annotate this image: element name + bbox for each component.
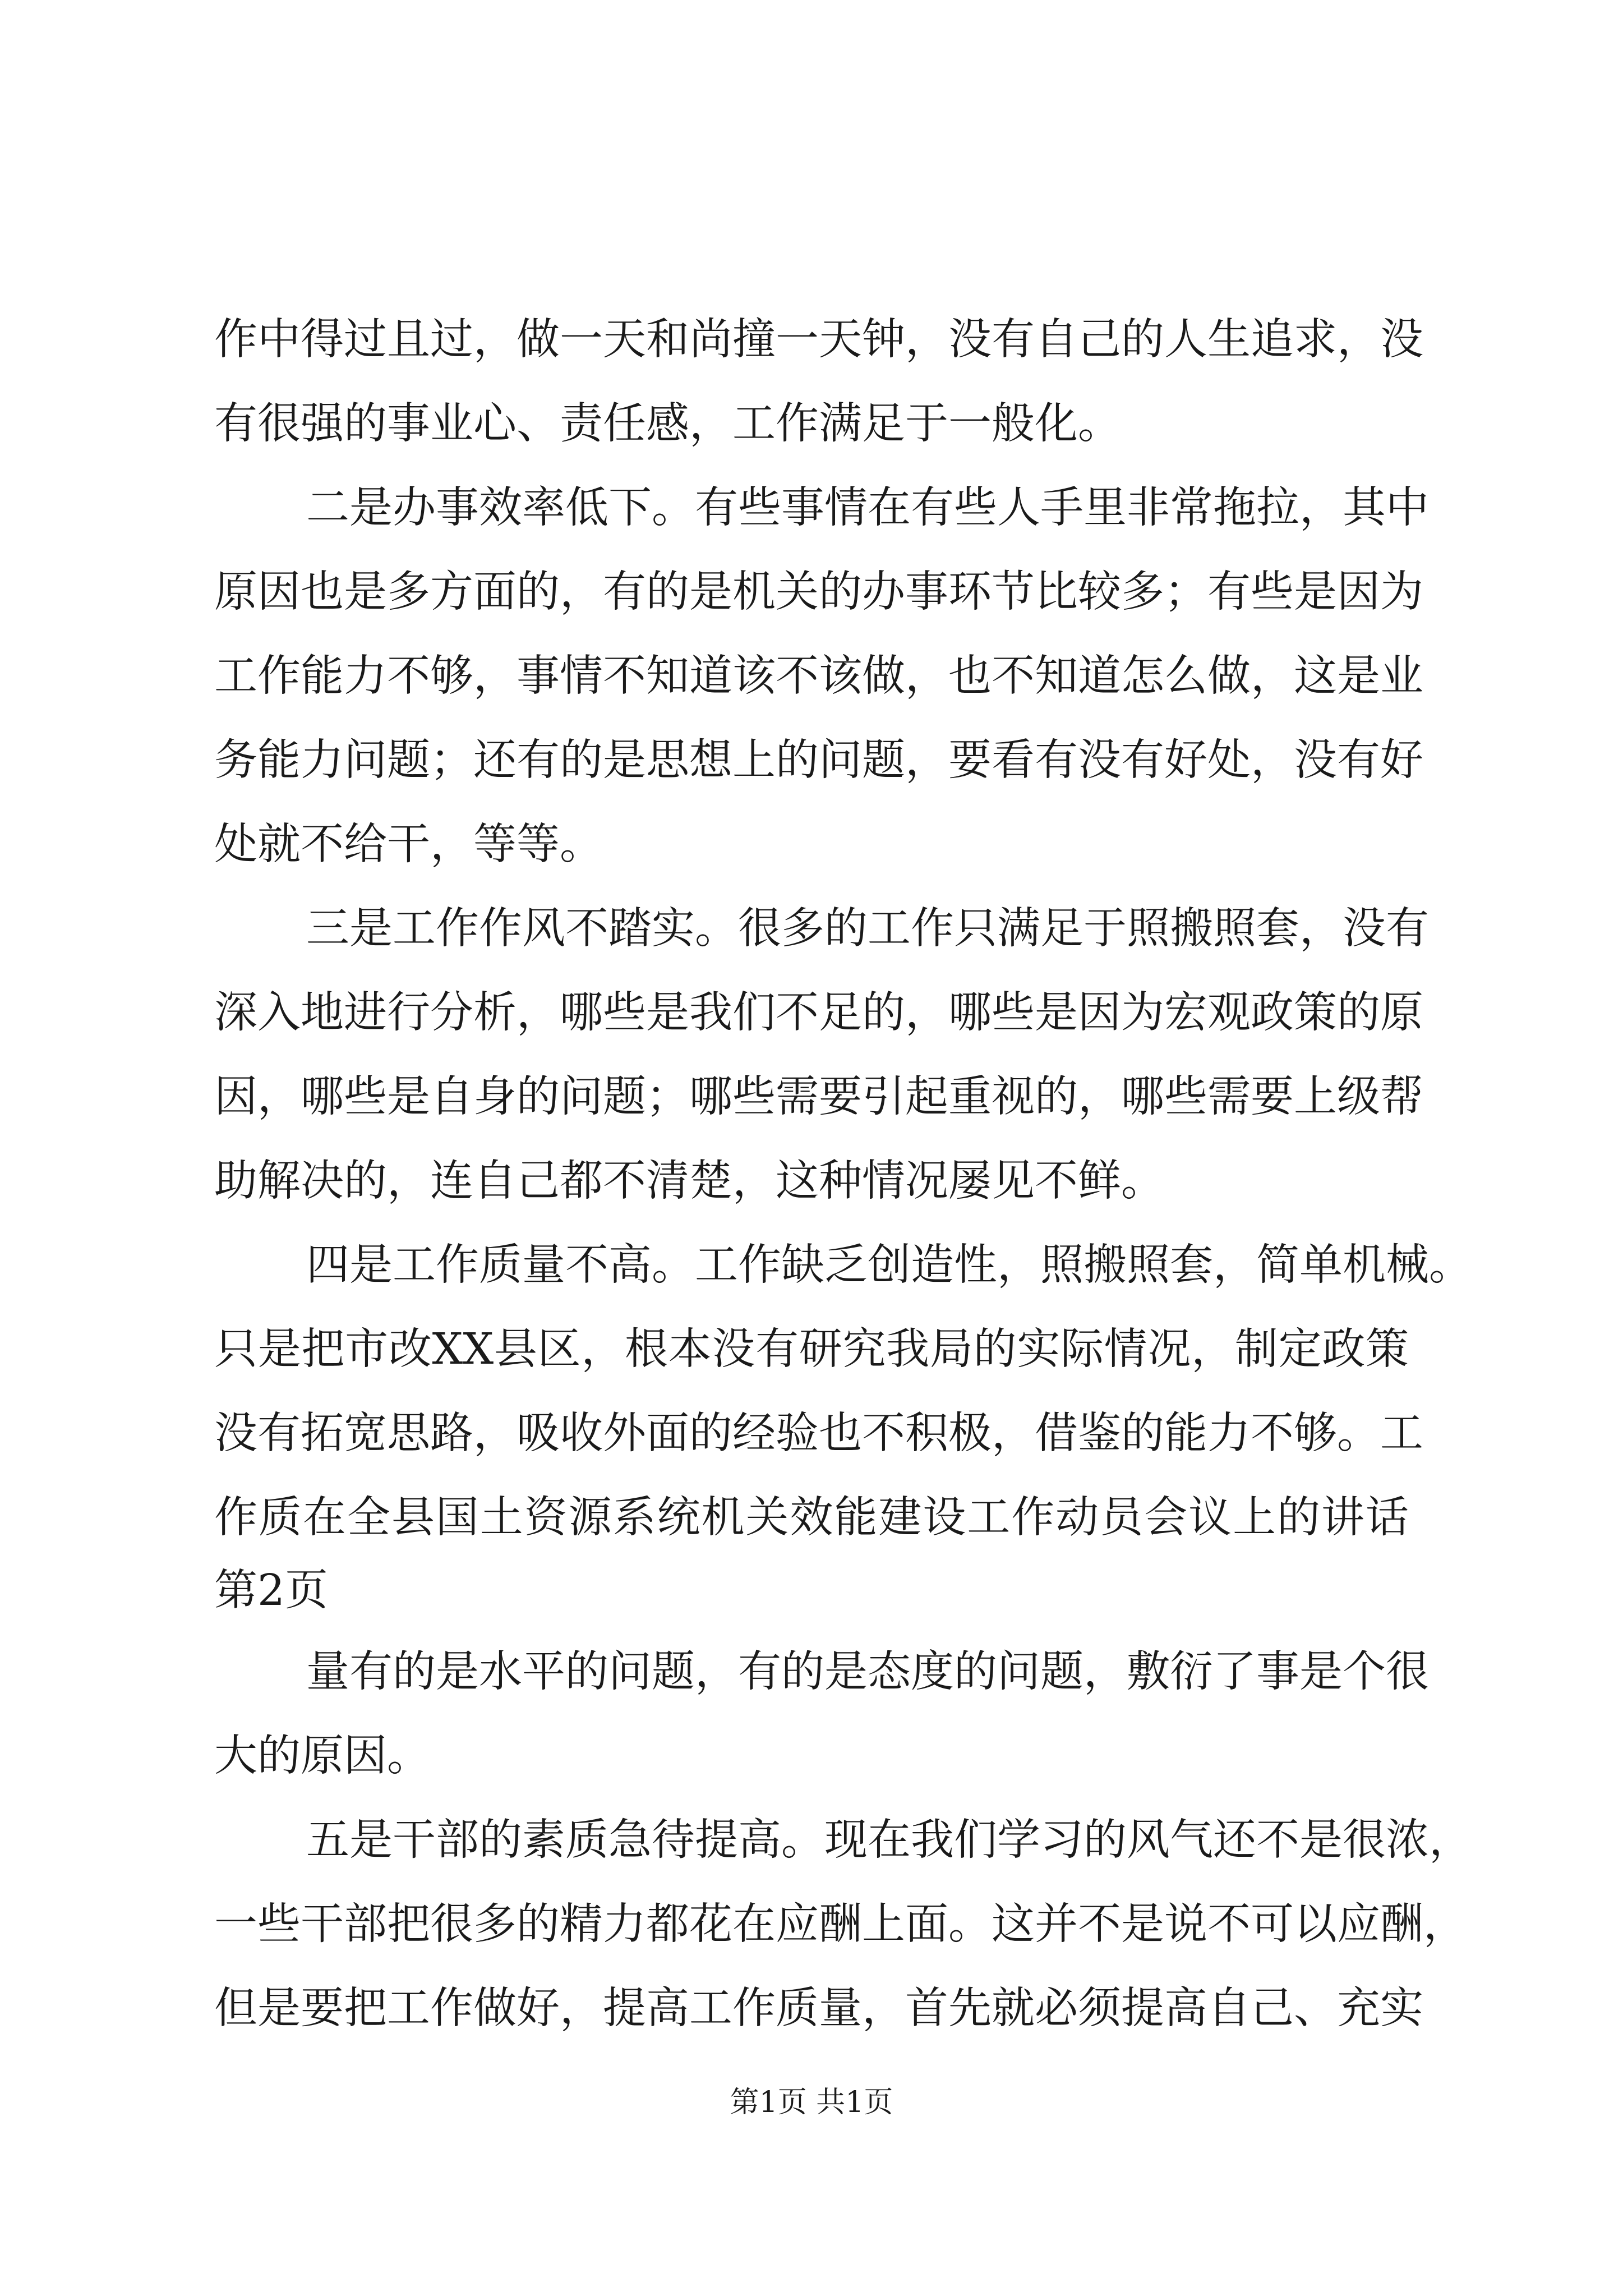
paragraph-start: 五是干部的素质急待提高。现在我们学习的风气还不是很浓，: [306, 1815, 1472, 1865]
paragraph-start: 四是工作质量不高。工作缺乏创造性，照搬照套，简单机械。: [306, 1240, 1472, 1290]
text-line: 务能力问题；还有的是思想上的问题，要看有没有好处，没有好: [214, 735, 1423, 785]
text-line: 因，哪些是自身的问题；哪些需要引起重视的，哪些需要上级帮: [214, 1072, 1423, 1122]
text-line: 但是要把工作做好，提高工作质量，首先就必须提高自己、充实: [214, 1984, 1423, 2033]
text-line: 一些干部把很多的精力都花在应酬上面。这并不是说不可以应酬，: [214, 1899, 1467, 1949]
text-line: 没有拓宽思路，吸收外面的经验也不积极，借鉴的能力不够。工: [214, 1409, 1423, 1458]
text-line: 原因也是多方面的，有的是机关的办事环节比较多；有些是因为: [214, 567, 1423, 617]
text-line: 处就不给干，等等。: [214, 820, 603, 869]
paragraph-start: 量有的是水平的问题，有的是态度的问题，敷衍了事是个很: [306, 1647, 1429, 1697]
text-line: 只是把市改XX县区，根本没有研究我局的实际情况，制定政策: [214, 1324, 1409, 1374]
text-line: 作中得过且过，做一天和尚撞一天钟，没有自己的人生追求，没: [214, 315, 1423, 365]
text-line: 助解决的，连自己都不清楚，这种情况屡见不鲜。: [214, 1156, 1164, 1206]
text-line: 工作能力不够，事情不知道该不该做，也不知道怎么做，这是业: [214, 651, 1423, 701]
text-line: 有很强的事业心、责任感，工作满足于一般化。: [214, 399, 1121, 449]
text-line: 深入地进行分析，哪些是我们不足的，哪些是因为宏观政策的原: [214, 988, 1423, 1038]
paragraph-start: 二是办事效率低下。有些事情在有些人手里非常拖拉，其中: [306, 483, 1429, 533]
page-footer: 第1页 共1页: [730, 2086, 893, 2119]
text-line: 大的原因。: [214, 1731, 430, 1781]
text-line: 第2页: [214, 1566, 328, 1616]
text-line: 作质在全县国土资源系统机关效能建设工作动员会议上的讲话: [214, 1493, 1409, 1543]
paragraph-start: 三是工作作风不踏实。很多的工作只满足于照搬照套，没有: [306, 904, 1429, 954]
